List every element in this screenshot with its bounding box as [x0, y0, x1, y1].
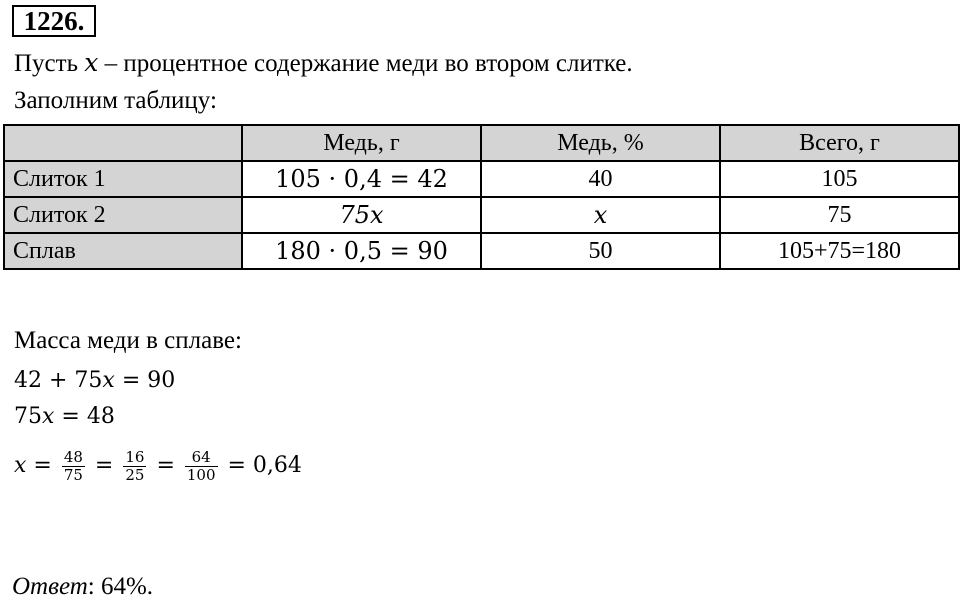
- fill-table-label: Заполним таблицу:: [14, 87, 217, 114]
- cell-copper-g: 75x: [242, 197, 481, 233]
- equation-1: [14, 366, 175, 396]
- cell-copper-g: 105 · 0,4 = 42: [242, 161, 481, 197]
- eq2-left: 75: [14, 404, 42, 429]
- cell-copper-pct: 40: [481, 161, 720, 197]
- eq3-equals-2: =: [87, 453, 121, 478]
- equation-2: [14, 402, 115, 432]
- row-label: Сплав: [4, 233, 242, 269]
- eq2-right: = 48: [54, 404, 115, 429]
- data-table: [3, 124, 960, 270]
- cell-copper-pct: 50: [481, 233, 720, 269]
- row-label: Слиток 1: [4, 161, 242, 197]
- cell-total-g: 75: [720, 197, 959, 233]
- intro-pre: Пусть: [14, 50, 85, 77]
- mass-label: Масса меди в сплаве:: [14, 327, 242, 354]
- answer-value: : 64%.: [87, 573, 154, 600]
- eq3-result: = 0,64: [220, 453, 302, 478]
- eq1-right: = 90: [114, 368, 176, 393]
- eq3-variable: x: [14, 453, 27, 478]
- fraction-48-75: [62, 449, 85, 484]
- cell-copper-g: 180 · 0,5 = 90: [242, 233, 481, 269]
- eq1-variable: x: [102, 368, 115, 393]
- header-cell-copper-g: Медь, г: [242, 125, 481, 161]
- cell-total-g: 105+75=180: [720, 233, 959, 269]
- intro-post: – процентное содержание меди во втором слитке.: [98, 50, 633, 77]
- table-row: [4, 197, 959, 233]
- header-cell-total-g: Всего, г: [720, 125, 959, 161]
- fraction-64-100: [185, 449, 218, 484]
- fraction-denominator: 75: [63, 465, 83, 484]
- fraction-numerator: 48: [63, 447, 83, 466]
- header-cell-empty: [4, 125, 242, 161]
- fraction-denominator: 25: [125, 465, 145, 484]
- answer-label: Ответ: [12, 573, 88, 600]
- cell-total-g: 105: [720, 161, 959, 197]
- table-row: [4, 233, 959, 269]
- eq3-equals-1: =: [26, 453, 59, 478]
- fraction-denominator: 100: [186, 465, 216, 484]
- intro-line: [14, 48, 633, 79]
- row-label: Слиток 2: [4, 197, 242, 233]
- fraction-numerator: 64: [185, 449, 218, 467]
- table-header-row: [4, 125, 959, 161]
- intro-variable: x: [84, 48, 99, 77]
- equation-3: [14, 446, 302, 486]
- cell-copper-pct: x: [481, 197, 720, 233]
- table-row: [4, 161, 959, 197]
- answer-line: [12, 572, 153, 602]
- problem-number: 1226.: [12, 5, 96, 37]
- eq3-equals-3: =: [149, 453, 182, 478]
- header-cell-copper-pct: Медь, %: [481, 125, 720, 161]
- fraction-numerator: 16: [125, 447, 145, 466]
- eq2-variable: x: [42, 404, 55, 429]
- eq1-left: 42 + 75: [14, 368, 103, 393]
- fraction-16-25: [123, 449, 146, 484]
